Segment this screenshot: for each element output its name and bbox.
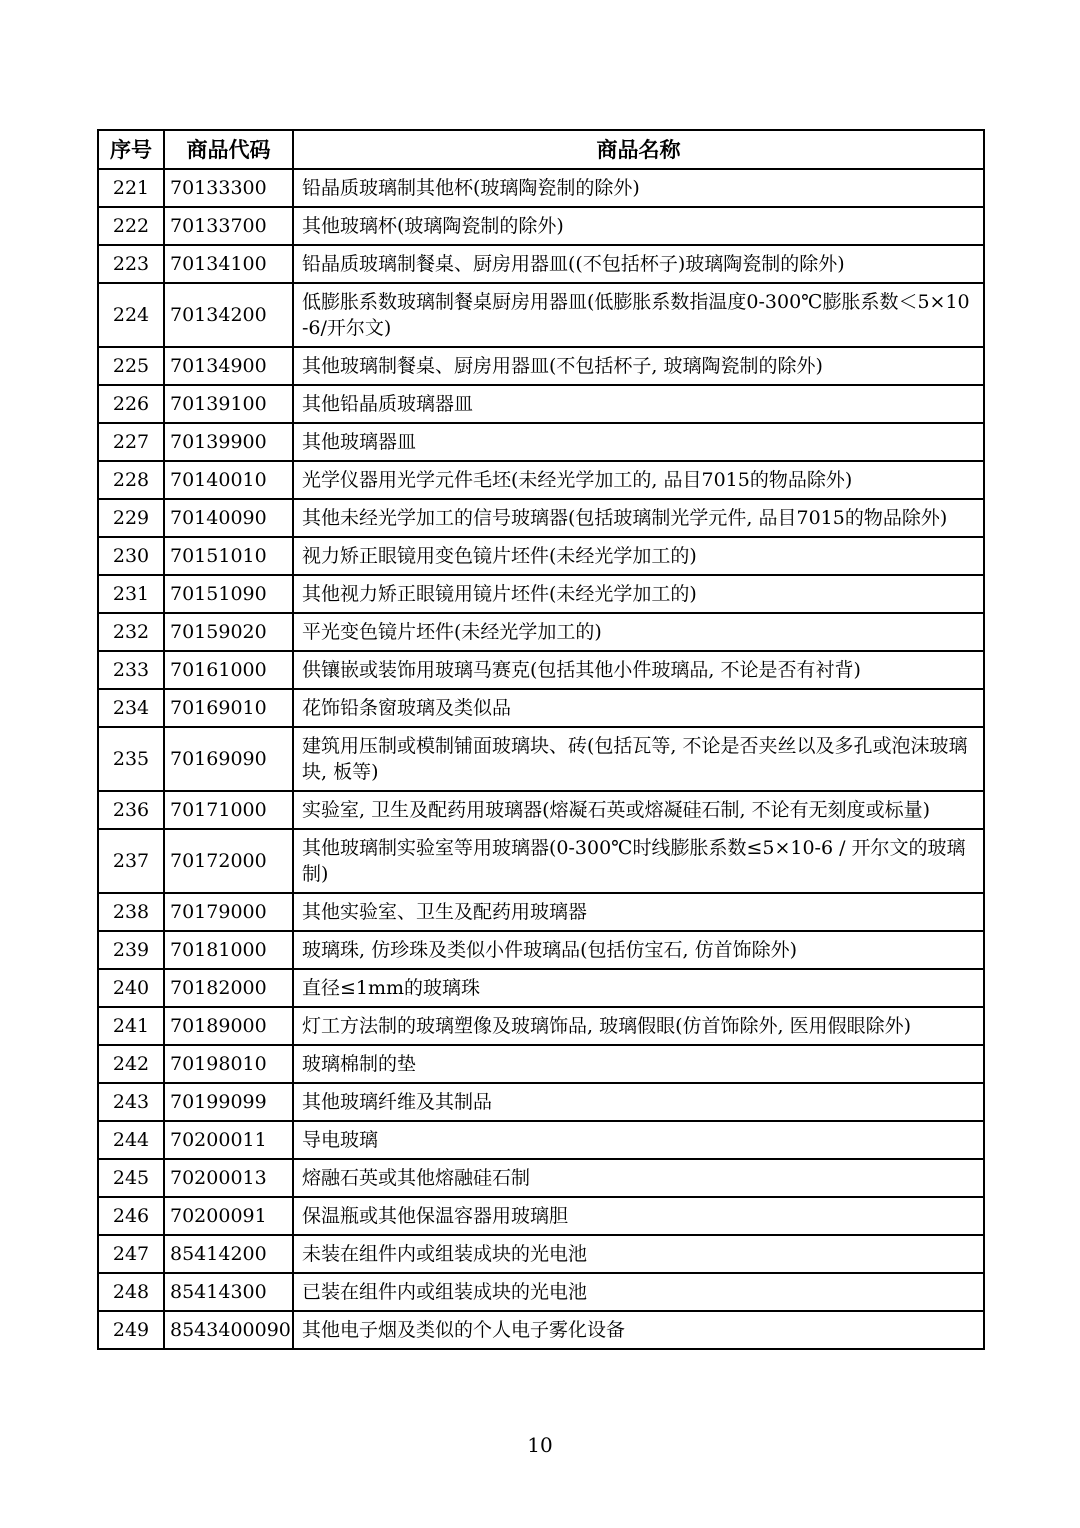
commodity-name-cell: 其他实验室、卫生及配药用玻璃器 — [293, 893, 984, 931]
commodity-code-cell: 70134200 — [164, 283, 293, 347]
commodity-name-cell: 其他玻璃器皿 — [293, 423, 984, 461]
serial-number-cell: 236 — [98, 791, 164, 829]
commodity-name-cell: 铅晶质玻璃制其他杯(玻璃陶瓷制的除外) — [293, 169, 984, 207]
commodity-code-cell: 70169010 — [164, 689, 293, 727]
commodity-code-cell: 70151010 — [164, 537, 293, 575]
table-row — [98, 1121, 984, 1159]
commodity-name-cell: 导电玻璃 — [293, 1121, 984, 1159]
serial-number-cell: 238 — [98, 893, 164, 931]
commodity-name-cell: 已装在组件内或组装成块的光电池 — [293, 1273, 984, 1311]
table-row — [98, 1045, 984, 1083]
table-row — [98, 613, 984, 651]
serial-number-cell: 240 — [98, 969, 164, 1007]
serial-number-cell: 226 — [98, 385, 164, 423]
commodity-code-cell: 70134100 — [164, 245, 293, 283]
commodity-code-table — [97, 129, 985, 1350]
table-row — [98, 1007, 984, 1045]
commodity-code-cell: 8543400090 — [164, 1311, 293, 1349]
commodity-name-cell: 保温瓶或其他保温容器用玻璃胆 — [293, 1197, 984, 1235]
table-row — [98, 385, 984, 423]
table-row — [98, 1311, 984, 1349]
serial-number-cell: 235 — [98, 727, 164, 791]
commodity-name-cell: 其他玻璃纤维及其制品 — [293, 1083, 984, 1121]
commodity-name-cell: 平光变色镜片坯件(未经光学加工的) — [293, 613, 984, 651]
table-row — [98, 537, 984, 575]
serial-number-cell: 239 — [98, 931, 164, 969]
commodity-code-cell: 70182000 — [164, 969, 293, 1007]
table-row — [98, 169, 984, 207]
table-row — [98, 1083, 984, 1121]
commodity-code-cell: 70133700 — [164, 207, 293, 245]
commodity-code-cell: 70159020 — [164, 613, 293, 651]
commodity-name-cell: 花饰铅条窗玻璃及类似品 — [293, 689, 984, 727]
serial-number-cell: 241 — [98, 1007, 164, 1045]
serial-number-cell: 224 — [98, 283, 164, 347]
serial-number-cell: 243 — [98, 1083, 164, 1121]
table-row — [98, 651, 984, 689]
table-row — [98, 829, 984, 893]
table-row — [98, 1197, 984, 1235]
serial-number-cell: 246 — [98, 1197, 164, 1235]
commodity-name-cell: 其他玻璃制餐桌、厨房用器皿(不包括杯子, 玻璃陶瓷制的除外) — [293, 347, 984, 385]
page-number: 10 — [527, 1433, 553, 1457]
commodity-name-cell: 实验室, 卫生及配药用玻璃器(熔凝石英或熔凝硅石制, 不论有无刻度或标量) — [293, 791, 984, 829]
commodity-code-cell: 70181000 — [164, 931, 293, 969]
table-row — [98, 283, 984, 347]
column-header-commodity-name: 商品名称 — [293, 130, 984, 169]
commodity-name-cell: 供镶嵌或装饰用玻璃马赛克(包括其他小件玻璃品, 不论是否有衬背) — [293, 651, 984, 689]
serial-number-cell: 245 — [98, 1159, 164, 1197]
commodity-code-cell: 70139100 — [164, 385, 293, 423]
commodity-code-cell: 70179000 — [164, 893, 293, 931]
table-row — [98, 245, 984, 283]
commodity-code-cell: 85414200 — [164, 1235, 293, 1273]
table-row — [98, 423, 984, 461]
table-row — [98, 499, 984, 537]
serial-number-cell: 230 — [98, 537, 164, 575]
serial-number-cell: 234 — [98, 689, 164, 727]
commodity-code-cell: 70140090 — [164, 499, 293, 537]
table-row — [98, 893, 984, 931]
table-row — [98, 931, 984, 969]
serial-number-cell: 232 — [98, 613, 164, 651]
commodity-code-cell: 85414300 — [164, 1273, 293, 1311]
serial-number-cell: 223 — [98, 245, 164, 283]
commodity-code-cell: 70171000 — [164, 791, 293, 829]
commodity-name-cell: 玻璃珠, 仿珍珠及类似小件玻璃品(包括仿宝石, 仿首饰除外) — [293, 931, 984, 969]
serial-number-cell: 244 — [98, 1121, 164, 1159]
commodity-name-cell: 其他铅晶质玻璃器皿 — [293, 385, 984, 423]
commodity-name-cell: 其他未经光学加工的信号玻璃器(包括玻璃制光学元件, 品目7015的物品除外) — [293, 499, 984, 537]
commodity-code-cell: 70139900 — [164, 423, 293, 461]
commodity-code-cell: 70172000 — [164, 829, 293, 893]
table-row — [98, 727, 984, 791]
serial-number-cell: 222 — [98, 207, 164, 245]
commodity-code-cell: 70151090 — [164, 575, 293, 613]
table-row — [98, 1273, 984, 1311]
commodity-code-cell: 70200091 — [164, 1197, 293, 1235]
table-row — [98, 1235, 984, 1273]
commodity-code-cell: 70199099 — [164, 1083, 293, 1121]
table-row — [98, 969, 984, 1007]
commodity-code-cell: 70169090 — [164, 727, 293, 791]
commodity-code-cell: 70200013 — [164, 1159, 293, 1197]
commodity-name-cell: 其他玻璃制实验室等用玻璃器(0-300℃时线膨胀系数≤5×10-6 / 开尔文的玻璃制) — [293, 829, 984, 893]
commodity-name-cell: 视力矫正眼镜用变色镜片坯件(未经光学加工的) — [293, 537, 984, 575]
table-body — [98, 169, 984, 1349]
commodity-name-cell: 铅晶质玻璃制餐桌、厨房用器皿((不包括杯子)玻璃陶瓷制的除外) — [293, 245, 984, 283]
commodity-code-cell: 70198010 — [164, 1045, 293, 1083]
serial-number-cell: 247 — [98, 1235, 164, 1273]
serial-number-cell: 228 — [98, 461, 164, 499]
serial-number-cell: 237 — [98, 829, 164, 893]
serial-number-cell: 248 — [98, 1273, 164, 1311]
commodity-name-cell: 玻璃棉制的垫 — [293, 1045, 984, 1083]
serial-number-cell: 242 — [98, 1045, 164, 1083]
table-row — [98, 1159, 984, 1197]
commodity-code-cell: 70200011 — [164, 1121, 293, 1159]
commodity-code-cell: 70133300 — [164, 169, 293, 207]
table-row — [98, 461, 984, 499]
serial-number-cell: 221 — [98, 169, 164, 207]
commodity-name-cell: 光学仪器用光学元件毛坯(未经光学加工的, 品目7015的物品除外) — [293, 461, 984, 499]
commodity-name-cell: 建筑用压制或模制铺面玻璃块、砖(包括瓦等, 不论是否夹丝以及多孔或泡沫玻璃块, 板等) — [293, 727, 984, 791]
table-row — [98, 207, 984, 245]
serial-number-cell: 227 — [98, 423, 164, 461]
serial-number-cell: 229 — [98, 499, 164, 537]
commodity-name-cell: 低膨胀系数玻璃制餐桌厨房用器皿(低膨胀系数指温度0-300℃膨胀系数＜5×10-6/开尔文) — [293, 283, 984, 347]
commodity-name-cell: 未装在组件内或组装成块的光电池 — [293, 1235, 984, 1273]
commodity-name-cell: 熔融石英或其他熔融硅石制 — [293, 1159, 984, 1197]
commodity-name-cell: 其他视力矫正眼镜用镜片坯件(未经光学加工的) — [293, 575, 984, 613]
commodity-code-cell: 70189000 — [164, 1007, 293, 1045]
commodity-code-cell: 70161000 — [164, 651, 293, 689]
serial-number-cell: 225 — [98, 347, 164, 385]
commodity-name-cell: 其他玻璃杯(玻璃陶瓷制的除外) — [293, 207, 984, 245]
column-header-commodity-code: 商品代码 — [164, 130, 293, 169]
table-header-row — [98, 130, 984, 169]
column-header-serial-number: 序号 — [98, 130, 164, 169]
commodity-name-cell: 直径≤1mm的玻璃珠 — [293, 969, 984, 1007]
table-row — [98, 791, 984, 829]
table-row — [98, 575, 984, 613]
commodity-name-cell: 灯工方法制的玻璃塑像及玻璃饰品, 玻璃假眼(仿首饰除外, 医用假眼除外) — [293, 1007, 984, 1045]
commodity-code-cell: 70140010 — [164, 461, 293, 499]
table-row — [98, 689, 984, 727]
serial-number-cell: 231 — [98, 575, 164, 613]
commodity-code-cell: 70134900 — [164, 347, 293, 385]
commodity-name-cell: 其他电子烟及类似的个人电子雾化设备 — [293, 1311, 984, 1349]
table-row — [98, 347, 984, 385]
serial-number-cell: 233 — [98, 651, 164, 689]
serial-number-cell: 249 — [98, 1311, 164, 1349]
